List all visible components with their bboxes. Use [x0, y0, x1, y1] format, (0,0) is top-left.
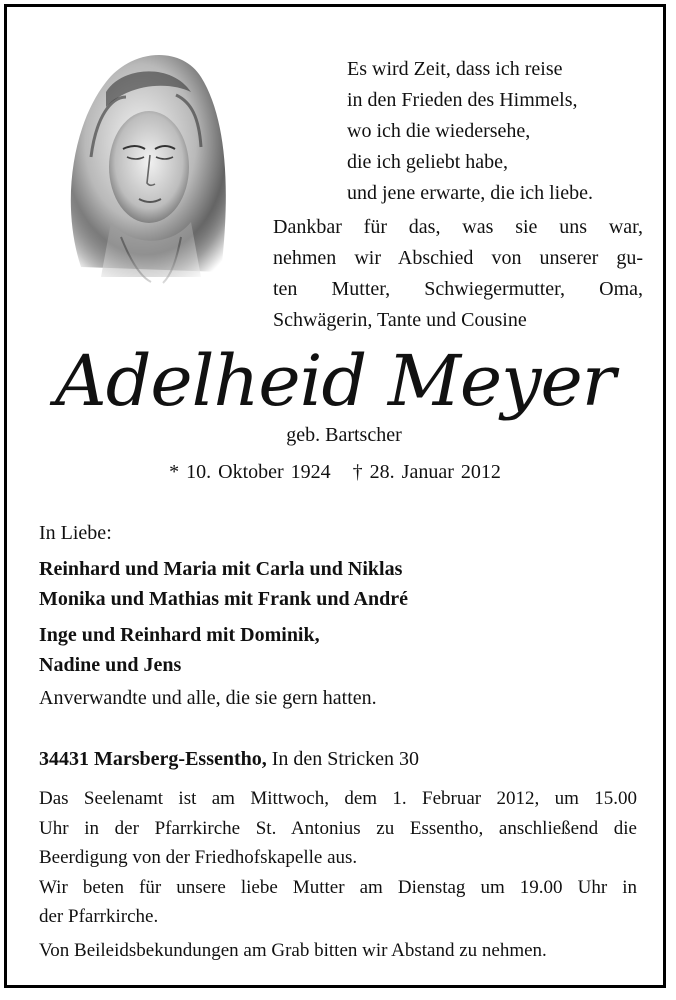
intro-text [273, 212, 643, 336]
birth-name: geb. Bartscher [286, 424, 402, 446]
life-dates [7, 459, 663, 485]
poem-line: und jene erwarte, die ich liebe. [347, 182, 593, 204]
service-line: Beerdigung von der Friedhofskapelle aus. [39, 847, 358, 868]
service-info [39, 784, 637, 932]
poem-line: Es wird Zeit, dass ich reise [347, 58, 563, 80]
death-date: † 28. Januar 2012 [352, 461, 501, 483]
poem-line: die ich geliebt habe, [347, 151, 509, 173]
address [39, 745, 419, 773]
postal-city: 34431 Marsberg-Essentho, [39, 748, 267, 770]
obituary-frame [4, 4, 666, 988]
service-line: Wir beten für unsere liebe Mutter am Dienstag um 19.00 Uhr in [39, 876, 637, 898]
street: In den Stricken 30 [271, 748, 419, 770]
intro-line: Schwägerin, Tante und Cousine [273, 309, 527, 331]
family-line: Reinhard und Maria mit Carla und Niklas [39, 558, 403, 580]
service-line: Uhr in der Pfarrkirche St. Antonius zu Essentho, anschließend die [39, 817, 637, 839]
intro-line: Dankbar für das, was sie uns war, [273, 216, 643, 238]
mourners [39, 520, 639, 712]
poem-line: wo ich die wiedersehe, [347, 120, 531, 142]
family-line: Nadine und Jens [39, 654, 182, 676]
intro-line: ten Mutter, Schwiegermutter, Oma, [273, 278, 643, 300]
condolence-note: Von Beileidsbekundungen am Grab bitten wir Abstand zu nehmen. [39, 940, 547, 961]
relatives-line: Anverwandte und alle, die sie gern hatten. [39, 687, 377, 709]
family-line: Monika und Mathias mit Frank und André [39, 588, 408, 610]
deceased-name: Adelheid Meyer [55, 340, 615, 422]
poem [347, 54, 647, 209]
service-line: der Pfarrkirche. [39, 906, 159, 927]
service-line: Das Seelenamt ist am Mittwoch, dem 1. Februar 2012, um 15.00 [39, 788, 637, 809]
birth-date: * 10. Oktober 1924 [169, 461, 331, 483]
mourners-lead: In Liebe: [39, 522, 112, 544]
intro-line: nehmen wir Abschied von unserer gu- [273, 247, 643, 269]
poem-line: in den Frieden des Himmels, [347, 89, 578, 111]
family-line: Inge und Reinhard mit Dominik, [39, 624, 320, 646]
madonna-icon [51, 37, 241, 287]
